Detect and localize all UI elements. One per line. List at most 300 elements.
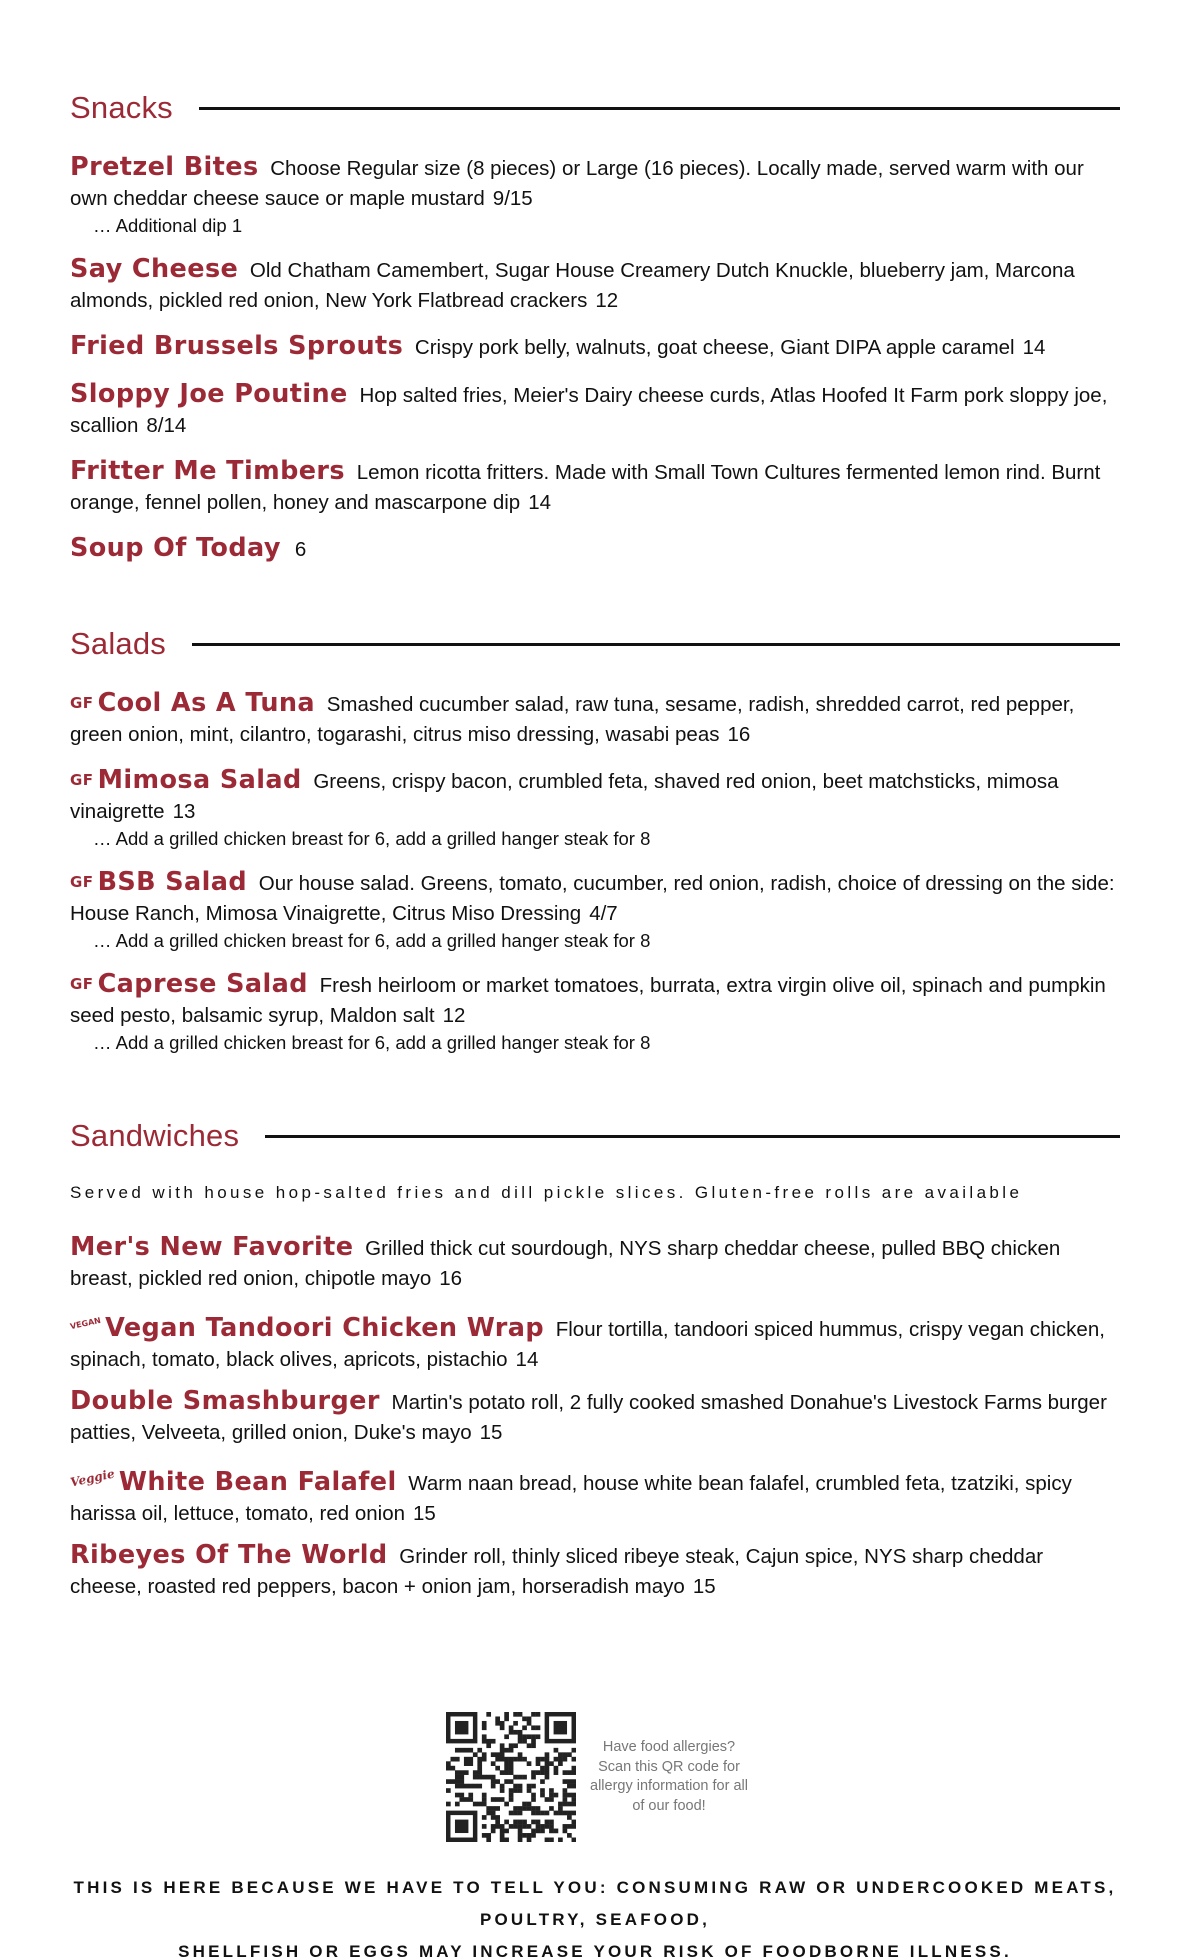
qr-module [531,1811,536,1816]
item-price: 15 [479,1421,503,1444]
menu-item-caprese-salad [70,969,1115,1055]
qr-module [495,1752,500,1757]
qr-module [531,1829,536,1834]
qr-module [549,1761,554,1766]
qr-module [450,1779,455,1784]
item-price: 12 [595,289,619,312]
qr-module [500,1829,505,1834]
qr-module [522,1802,527,1807]
qr-module [572,1824,576,1829]
item-name: Fritter Me Timbers [70,456,345,486]
item-price: 14 [528,491,552,514]
qr-module [554,1757,559,1762]
qr-module [527,1824,532,1829]
qr-module [563,1770,568,1775]
qr-module [531,1775,536,1780]
qr-module [567,1784,572,1789]
item-price: 12 [442,1004,466,1027]
qr-module [495,1815,500,1820]
qr-module [491,1815,496,1820]
qr-module [500,1757,505,1762]
qr-module [459,1779,464,1784]
qr-module [486,1743,491,1748]
section-divider [265,1135,1120,1138]
qr-module [540,1788,545,1793]
item-name: Fried Brussels Sprouts [70,331,404,361]
qr-module [540,1770,545,1775]
qr-module [468,1757,473,1762]
qr-module [459,1770,464,1775]
qr-code-image [446,1712,576,1842]
item-description: Flour tortilla, tandoori spiced hummus, crispy vegan chicken, spinach, tomato, black olives, apricots, pistachio [70,1318,1105,1371]
qr-module [540,1757,545,1762]
qr-module [509,1770,514,1775]
qr-module [513,1811,518,1816]
qr-module [567,1833,572,1838]
qr-module [527,1734,532,1739]
allergy-line: Have food allergies? [602,1739,736,1755]
qr-module [504,1779,509,1784]
qr-module [477,1784,482,1789]
qr-module [558,1811,563,1816]
item-name: Say Cheese [70,254,239,284]
qr-module [531,1725,536,1730]
qr-module [567,1770,572,1775]
qr-module [495,1824,500,1829]
qr-module [545,1797,550,1802]
qr-module [518,1712,523,1717]
item-price: 16 [727,723,751,746]
qr-module [455,1775,460,1780]
qr-module [567,1811,572,1816]
qr-module [446,1761,451,1766]
qr-module [531,1712,536,1717]
item-note: … Add a grilled chicken breast for 6, add a grilled hanger steak for 8 [93,930,651,951]
qr-module [536,1824,541,1829]
qr-module [459,1784,464,1789]
qr-module [572,1784,576,1789]
qr-module [527,1716,532,1721]
qr-module [536,1806,541,1811]
qr-module [518,1734,523,1739]
qr-module [500,1784,505,1789]
qr-module [563,1829,568,1834]
qr-module [491,1811,496,1816]
qr-module [545,1775,550,1780]
qr-module [549,1829,554,1834]
qr-module [482,1833,487,1838]
qr-module [572,1748,576,1753]
item-note: … Add a grilled chicken breast for 6, add a grilled hanger steak for 8 [93,1032,651,1053]
qr-module [482,1815,487,1820]
qr-module [504,1712,509,1717]
qr-module [518,1757,523,1762]
item-price: 13 [172,800,196,823]
qr-module [531,1806,536,1811]
qr-module [477,1770,482,1775]
qr-module [500,1743,505,1748]
qr-module [482,1721,487,1726]
qr-module [549,1797,554,1802]
section-divider [199,107,1120,110]
item-note: … Additional dip 1 [93,215,243,236]
qr-module [563,1811,568,1816]
qr-module [545,1824,550,1829]
qr-module [473,1802,478,1807]
qr-module [455,1793,460,1798]
qr-module [477,1748,482,1753]
qr-module [509,1779,514,1784]
qr-module [554,1793,559,1798]
veggie-badge: Veggie [69,1466,116,1490]
qr-module [459,1748,464,1753]
qr-finder-pattern [554,1721,567,1734]
qr-finder-pattern [455,1721,468,1734]
qr-module [500,1838,505,1842]
qr-module [572,1802,576,1807]
qr-module [518,1833,523,1838]
qr-module [522,1716,527,1721]
qr-module [522,1824,527,1829]
menu-item-fritter-me-timbers [70,456,1115,518]
qr-module [504,1757,509,1762]
qr-module [536,1712,541,1717]
qr-module [527,1806,532,1811]
menu-item-pretzel-bites [70,152,1115,238]
section-title-snacks: Snacks [70,90,173,125]
item-description: Choose Regular size (8 pieces) or Large (16 pieces). Locally made, served warm with our own cheddar cheese sauce or maple mustard [70,157,1084,210]
gluten-free-badge: GF [70,694,94,712]
qr-module [482,1793,487,1798]
qr-module [531,1743,536,1748]
qr-module [500,1748,505,1753]
allergy-line: Scan this QR code for [598,1758,740,1775]
menu-item-sloppy-joe-poutine [70,379,1115,441]
gluten-free-badge: GF [70,975,94,993]
qr-module [522,1734,527,1739]
qr-module [495,1757,500,1762]
qr-module [513,1712,518,1717]
qr-module [513,1784,518,1789]
item-price: 15 [413,1502,436,1525]
qr-module [531,1784,536,1789]
qr-module [500,1725,505,1730]
qr-module [500,1797,505,1802]
qr-module [464,1757,469,1762]
qr-module [554,1766,559,1771]
section-title-salads: Salads [70,626,166,661]
qr-module [513,1824,518,1829]
qr-module [509,1793,514,1798]
qr-module [527,1802,532,1807]
item-name: Double Smashburger [70,1386,380,1416]
qr-module [500,1721,505,1726]
qr-module [572,1779,576,1784]
qr-module [491,1761,496,1766]
qr-module [495,1766,500,1771]
qr-module [495,1779,500,1784]
qr-module [500,1788,505,1793]
vegan-badge: VEGAN [69,1315,102,1332]
item-name: Caprese Salad [97,969,308,999]
qr-module [464,1761,469,1766]
qr-module [482,1797,487,1802]
qr-module [495,1820,500,1825]
item-name: Vegan Tandoori Chicken Wrap [105,1313,545,1343]
qr-module [558,1757,563,1762]
menu-item-cool-as-a-tuna [70,688,1115,750]
qr-module [536,1734,541,1739]
qr-module [509,1748,514,1753]
qr-module [572,1793,576,1798]
qr-module [464,1770,469,1775]
item-name: Sloppy Joe Poutine [70,379,348,409]
qr-module [491,1752,496,1757]
qr-module [554,1811,559,1816]
qr-module [482,1775,487,1780]
qr-module [554,1829,559,1834]
qr-module [482,1757,487,1762]
item-price: 15 [692,1575,716,1598]
qr-module [563,1788,568,1793]
qr-module [567,1802,572,1807]
qr-module [495,1716,500,1721]
item-description: Fresh heirloom or market tomatoes, burrata, extra virgin olive oil, spinach and pumpkin seed pesto, balsamic syrup, Maldon salt [70,974,1106,1027]
item-name: Mer's New Favorite [70,1232,354,1262]
menu-item-bsb-salad [70,867,1115,953]
qr-module [468,1784,473,1789]
qr-module [563,1779,568,1784]
qr-module [554,1748,559,1753]
qr-module [545,1820,550,1825]
qr-module [486,1811,491,1816]
qr-module [495,1806,500,1811]
qr-module [509,1743,514,1748]
item-description: Lemon ricotta fritters. Made with Small Town Cultures fermented lemon rind. Burnt orange, fennel pollen, honey and mascarpone dip [70,461,1101,514]
item-price: 14 [1022,336,1046,359]
qr-module [567,1815,572,1820]
qr-module [536,1811,541,1816]
qr-module [504,1820,509,1825]
item-description: Grinder roll, thinly sliced ribeye steak, Cajun spice, NYS sharp cheddar cheese, roasted red peppers, bacon + onion jam, horseradish mayo [70,1545,1044,1598]
qr-module [504,1734,509,1739]
qr-module [509,1811,514,1816]
qr-module [531,1797,536,1802]
qr-module [464,1748,469,1753]
qr-module [522,1775,527,1780]
qr-module [567,1824,572,1829]
item-price: 9/15 [492,187,533,210]
qr-module [527,1788,532,1793]
qr-module [518,1811,523,1816]
qr-module [477,1761,482,1766]
qr-module [572,1766,576,1771]
qr-module [549,1793,554,1798]
qr-module [572,1797,576,1802]
qr-module [486,1775,491,1780]
qr-module [473,1770,478,1775]
qr-module [540,1793,545,1798]
qr-module [473,1752,478,1757]
qr-module [549,1820,554,1825]
qr-module [513,1806,518,1811]
qr-module [455,1770,460,1775]
item-description: Crispy pork belly, walnuts, goat cheese, Giant DIPA apple caramel [414,336,1015,359]
qr-module [540,1779,545,1784]
qr-module [504,1766,509,1771]
qr-module [491,1824,496,1829]
qr-module [486,1838,491,1842]
qr-module [518,1806,523,1811]
item-name: Pretzel Bites [70,152,259,182]
qr-module [527,1833,532,1838]
qr-module [509,1757,514,1762]
qr-module [473,1784,478,1789]
qr-module [563,1797,568,1802]
disclaimer-line: SHELLFISH OR EGGS MAY INCREASE YOUR RISK OF FOODBORNE ILLNESS. [178,1942,1012,1960]
qr-module [509,1730,514,1735]
qr-module [549,1838,554,1842]
menu-item-fried-brussels-sprouts [70,331,1115,363]
qr-module [536,1829,541,1834]
qr-module [527,1761,532,1766]
qr-module [513,1730,518,1735]
qr-module [567,1793,572,1798]
qr-module [545,1811,550,1816]
qr-module [522,1833,527,1838]
qr-module [563,1824,568,1829]
qr-module [558,1806,563,1811]
qr-module [518,1752,523,1757]
qr-module [500,1824,505,1829]
qr-module [491,1739,496,1744]
qr-module [531,1734,536,1739]
gluten-free-badge: GF [70,873,94,891]
qr-module [513,1820,518,1825]
qr-module [558,1838,563,1842]
qr-module [450,1766,455,1771]
item-price: 8/14 [146,414,187,437]
qr-module [509,1797,514,1802]
qr-module [446,1779,451,1784]
qr-module [558,1761,563,1766]
qr-module [536,1757,541,1762]
qr-module [527,1784,532,1789]
qr-module [477,1766,482,1771]
qr-module [527,1743,532,1748]
item-description: Our house salad. Greens, tomato, cucumber, red onion, radish, choice of dressing on the side: House Ranch, Mimosa Vinaigrette, Citrus Miso Dressing [70,872,1115,925]
qr-module [482,1802,487,1807]
item-description: Warm naan bread, house white bean falafel, crumbled feta, tzatziki, spicy harissa oil, lettuce, tomato, red onion [70,1472,1072,1525]
qr-module [531,1833,536,1838]
qr-module [491,1779,496,1784]
gluten-free-badge: GF [70,771,94,789]
qr-module [527,1721,532,1726]
item-price: 4/7 [589,902,618,925]
item-description: Old Chatham Camembert, Sugar House Creamery Dutch Knuckle, blueberry jam, Marcona almonds, pickled red onion, New York Flatbread crackers [70,259,1075,312]
qr-module [500,1833,505,1838]
qr-module [486,1712,491,1717]
qr-module [468,1761,473,1766]
qr-module [455,1757,460,1762]
qr-module [549,1788,554,1793]
qr-module [540,1829,545,1834]
qr-module [522,1806,527,1811]
qr-module [527,1838,532,1842]
qr-module [545,1752,550,1757]
allergy-qr-code[interactable] [446,1712,576,1842]
qr-module [491,1784,496,1789]
qr-module [446,1802,451,1807]
qr-module [482,1725,487,1730]
qr-module [545,1761,550,1766]
menu-item-mimosa-salad [70,765,1115,851]
qr-module [563,1752,568,1757]
qr-module [545,1766,550,1771]
qr-module [558,1752,563,1757]
qr-module [464,1784,469,1789]
qr-module [522,1725,527,1730]
item-note: … Add a grilled chicken breast for 6, add a grilled hanger steak for 8 [93,828,651,849]
sandwiches-served-note: Served with house hop-salted fries and dill pickle slices. Gluten-free rolls are available [70,1183,1023,1202]
qr-module [563,1757,568,1762]
qr-module [477,1775,482,1780]
qr-module [518,1784,523,1789]
qr-module [455,1784,460,1789]
qr-module [549,1806,554,1811]
qr-module [518,1775,523,1780]
qr-module [509,1725,514,1730]
section-divider [192,643,1120,646]
qr-module [504,1716,509,1721]
item-name: Soup Of Today [70,533,281,563]
allergy-line: of our food! [632,1797,706,1814]
qr-module [446,1766,451,1771]
qr-module [513,1788,518,1793]
qr-module [491,1775,496,1780]
qr-module [491,1797,496,1802]
qr-module [522,1739,527,1744]
qr-module [446,1788,451,1793]
qr-module [464,1797,469,1802]
qr-module [518,1820,523,1825]
qr-finder-pattern [455,1820,468,1833]
item-name: BSB Salad [97,867,248,897]
qr-module [563,1802,568,1807]
qr-module [455,1748,460,1753]
item-price: 16 [439,1267,463,1290]
qr-module [500,1770,505,1775]
qr-module [468,1793,473,1798]
qr-module [572,1811,576,1816]
qr-module [531,1820,536,1825]
qr-module [482,1752,487,1757]
qr-module [504,1829,509,1834]
qr-module [459,1775,464,1780]
qr-module [540,1811,545,1816]
qr-module [513,1757,518,1762]
qr-module [486,1833,491,1838]
item-name: Cool As A Tuna [97,688,316,718]
qr-module [509,1824,514,1829]
menu-item-soup-of-today [70,533,1115,565]
qr-module [549,1824,554,1829]
qr-module [554,1770,559,1775]
qr-module [468,1797,473,1802]
qr-module [518,1730,523,1735]
qr-module [531,1793,536,1798]
qr-module [558,1802,563,1807]
